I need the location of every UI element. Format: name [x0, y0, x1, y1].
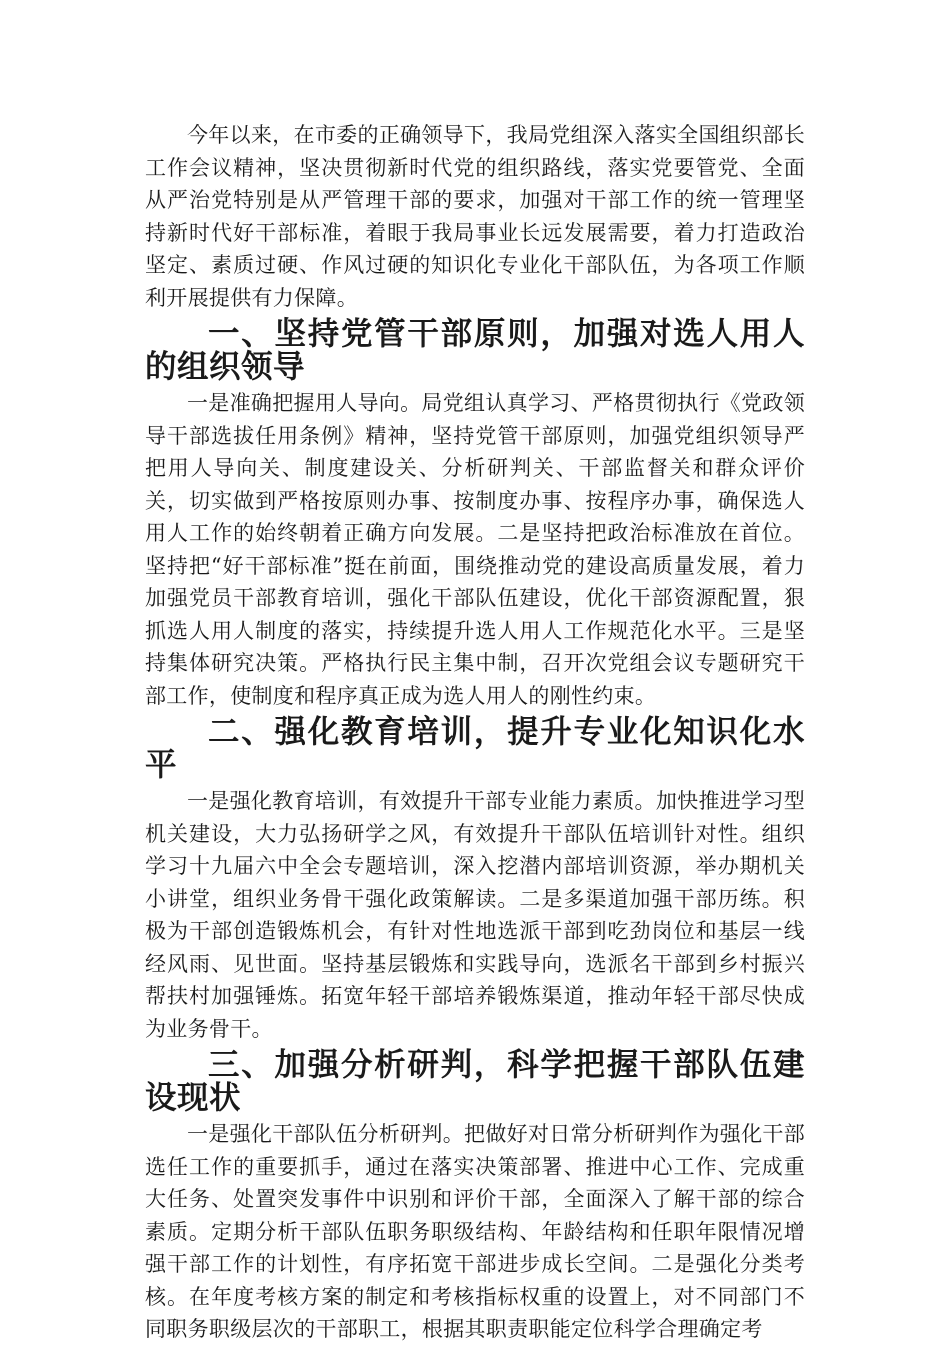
section-3-heading: 三、加强分析研判，科学把握干部队伍建设现状: [145, 1047, 805, 1116]
section-1-heading: 一、坚持党管干部原则，加强对选人用人的组织领导: [145, 316, 805, 385]
section-3-body: 一是强化干部队伍分析研判。把做好对日常分析研判作为强化干部选任工作的重要抓手，通过在落实决策部署、推进中心工作、完成重大任务、处置突发事件中识别和评价干部，全面深入了解干部的综合素质。定期分析干部队伍职务职级结构、年龄结构和任职年限情况增强干部工作的计划性，有序拓宽干部进步成长空间。二是强化分类考核。在年度考核方案的制定和考核指标权重的设置上，对不同部门不同职务职级层次的干部职工，根据其职责职能定位科学合理确定考: [145, 1122, 805, 1341]
document-body: [145, 119, 805, 1346]
section-1-body: 一是准确把握用人导向。局党组认真学习、严格贯彻执行《党政领导干部选拔任用条例》精神，坚持党管干部原则，加强党组织领导严把用人导向关、制度建设关、分析研判关、干部监督关和群众评价关，切实做到严格按原则办事、按制度办事、按程序办事，确保选人用人工作的始终朝着正确方向发展。二是坚持把政治标准放在首位。坚持把“好干部标准”挺在前面，围绕推动党的建设高质量发展，着力加强党员干部教育培训，强化干部队伍建设，优化干部资源配置，狠抓选人用人制度的落实，持续提升选人用人工作规范化水平。三是坚持集体研究决策。严格执行民主集中制，召开次党组会议专题研究干部工作，使制度和程序真正成为选人用人的刚性约束。: [145, 391, 805, 708]
intro-paragraph: 今年以来，在市委的正确领导下，我局党组深入落实全国组织部长工作会议精神，坚决贯彻新时代党的组织路线，落实党要管党、全面从严治党特别是从严管理干部的要求，加强对干部工作的统一管理坚持新时代好干部标准，着眼于我局事业长远发展需要，着力打造政治坚定、素质过硬、作风过硬的知识化专业化干部队伍，为各项工作顺利开展提供有力保障。: [145, 123, 805, 310]
section-2-heading: 二、强化教育培训，提升专业化知识化水平: [145, 714, 805, 783]
section-2-body: 一是强化教育培训，有效提升干部专业能力素质。加快推进学习型机关建设，大力弘扬研学之风，有效提升干部队伍培训针对性。组织学习十九届六中全会专题培训，深入挖潜内部培训资源，举办期机关小讲堂，组织业务骨干强化政策解读。二是多渠道加强干部历练。积极为干部创造锻炼机会，有针对性地选派干部到吃劲岗位和基层一线经风雨、见世面。坚持基层锻炼和实践导向，选派名干部到乡村振兴帮扶村加强锤炼。拓宽年轻干部培养锻炼渠道，推动年轻干部尽快成为业务骨干。: [145, 789, 805, 1041]
